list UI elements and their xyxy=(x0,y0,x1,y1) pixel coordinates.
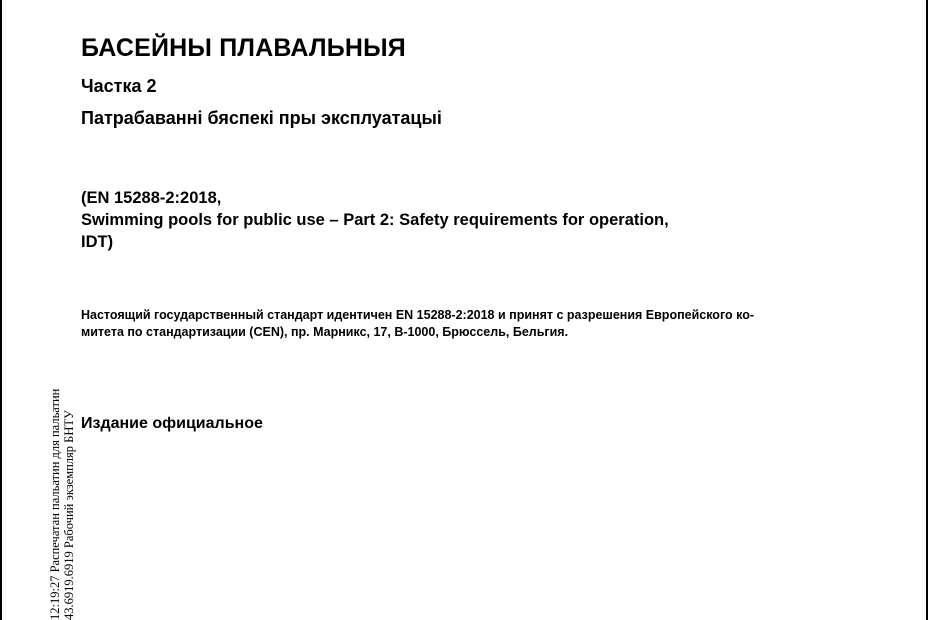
notice-line: митета по стандартизации (CEN), пр. Марникс, 17, B-1000, Брюссель, Бельгия. xyxy=(81,325,569,339)
page-border-left xyxy=(0,0,2,620)
watermark-line: 12:19:27 Распечатан пальатин для пальатин xyxy=(48,388,62,620)
watermark-line: 43.6919.6919 Рабочий экземпляр БНТУ xyxy=(62,410,76,620)
en-reference xyxy=(81,187,669,253)
document-title: БАСЕЙНЫ ПЛАВАЛЬНЫЯ xyxy=(81,34,406,62)
document-subtitle: Патрабаванні бяспекі пры эксплуатацыі xyxy=(81,108,442,128)
page-border-right xyxy=(926,0,928,620)
en-reference-line: IDT) xyxy=(81,233,114,251)
document-part: Частка 2 xyxy=(81,76,157,96)
standard-notice xyxy=(81,307,754,341)
en-reference-line: Swimming pools for public use – Part 2: Safety requirements for operation, xyxy=(81,211,669,229)
en-reference-line: (EN 15288-2:2018, xyxy=(81,189,222,207)
notice-line: Настоящий государственный стандарт идентичен EN 15288-2:2018 и принят с разрешения Европейского ко- xyxy=(81,308,754,322)
edition-label: Издание официальное xyxy=(81,415,263,432)
print-watermark xyxy=(48,389,76,620)
